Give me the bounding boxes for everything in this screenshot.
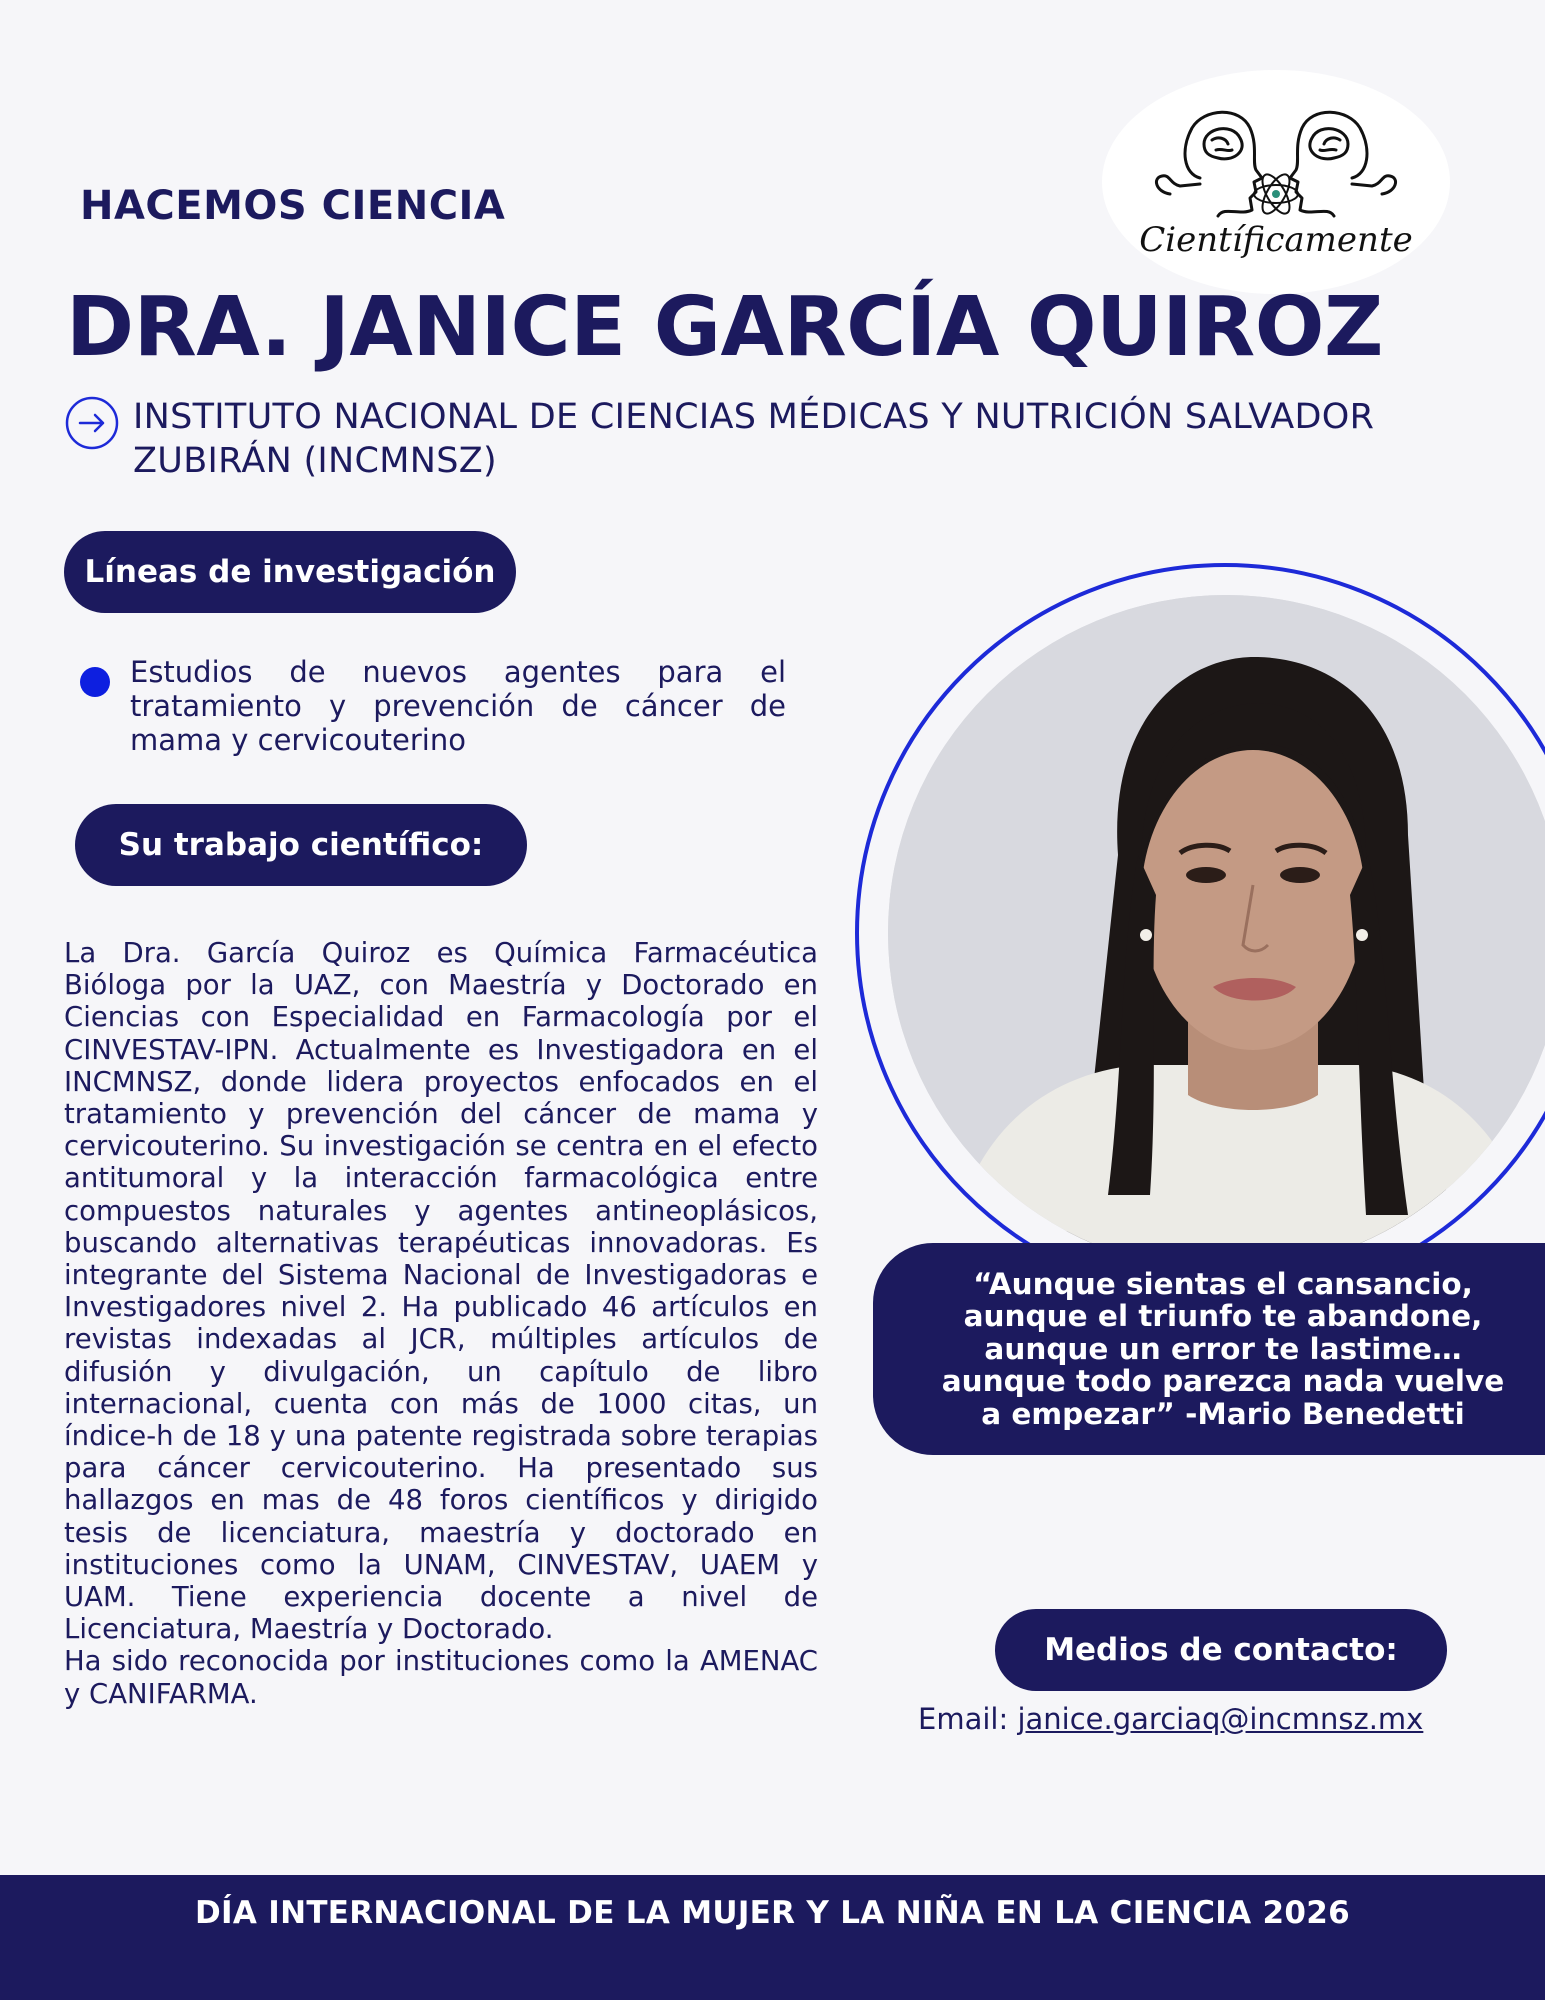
biography-text: La Dra. García Quiroz es Química Farmacéutica Bióloga por la UAZ, con Maestría y Doctorado en Ciencias con Especialidad en Farmacología por el CINVESTAV-IPN. Actualmente es Investigadora en el INCMNSZ, donde lidera proyectos enfocados en el tratamiento y prevención del cáncer de mama y cervicouterino. Su investigación se centra en el efecto antitumoral y la interacción farmacológica entre compuestos naturales y agentes antineoplásicos, buscando alternativas terapéuticas innovadoras. Es integrante del Sistema Nacional de Investigadoras e Investigadores nivel 2. Ha publicado 46 artículos en revistas indexadas al JCR, múltiples artículos de difusión y divulgación, un capítulo de libro internacional, cuenta con más de 1000 citas, un índice-h de 18 y una patente registrada sobre terapias para cáncer cervicouterino. Ha presentado sus hallazgos en mas de 48 foros científicos y dirigido tesis de licenciatura, maestría y doctorado en instituciones como la UNAM, CINVESTAV, UAEM y UAM. Tiene experiencia docente a nivel de Licenciatura, Maestría y Doctorado. Ha sido reconocida por instituciones como la AMENAC y CANIFARMA.	[64, 937, 818, 1710]
cientificamente-logo	[1100, 66, 1452, 298]
quote-text: “Aunque sientas el cansancio, aunque el triunfo te abandone, aunque un error te lastime… aunque todo parezca nada vuelve a empezar” -Mario Benedetti	[941, 1266, 1505, 1431]
email-row	[918, 1702, 1423, 1736]
footer-text: DÍA INTERNACIONAL DE LA MUJER Y LA NIÑA EN LA CIENCIA 2026	[195, 1895, 1350, 1931]
research-lines-heading: Líneas de investigación	[64, 531, 516, 613]
researcher-name: DRA. JANICE GARCÍA QUIROZ	[66, 280, 1383, 375]
arrow-right-circle-icon	[64, 395, 120, 451]
quote-box	[873, 1243, 1545, 1455]
portrait-photo	[888, 595, 1545, 1271]
email-label: Email:	[918, 1702, 1009, 1736]
footer-banner	[0, 1875, 1545, 2000]
institution-name: INSTITUTO NACIONAL DE CIENCIAS MÉDICAS Y NUTRICIÓN SALVADOR ZUBIRÁN (INCMNSZ)	[133, 397, 1375, 481]
scientific-work-heading: Su trabajo científico:	[75, 804, 527, 886]
email-link[interactable]: janice.garciaq@incmnsz.mx	[1017, 1702, 1424, 1736]
eyebrow-heading: HACEMOS CIENCIA	[80, 183, 506, 229]
contact-heading: Medios de contacto:	[995, 1609, 1447, 1691]
research-line-item: Estudios de nuevos agentes para el tratamiento y prevención de cáncer de mama y cervicouterino	[130, 655, 786, 757]
svg-text:Científicamente: Científicamente	[1139, 220, 1413, 260]
bullet-icon	[80, 667, 110, 697]
